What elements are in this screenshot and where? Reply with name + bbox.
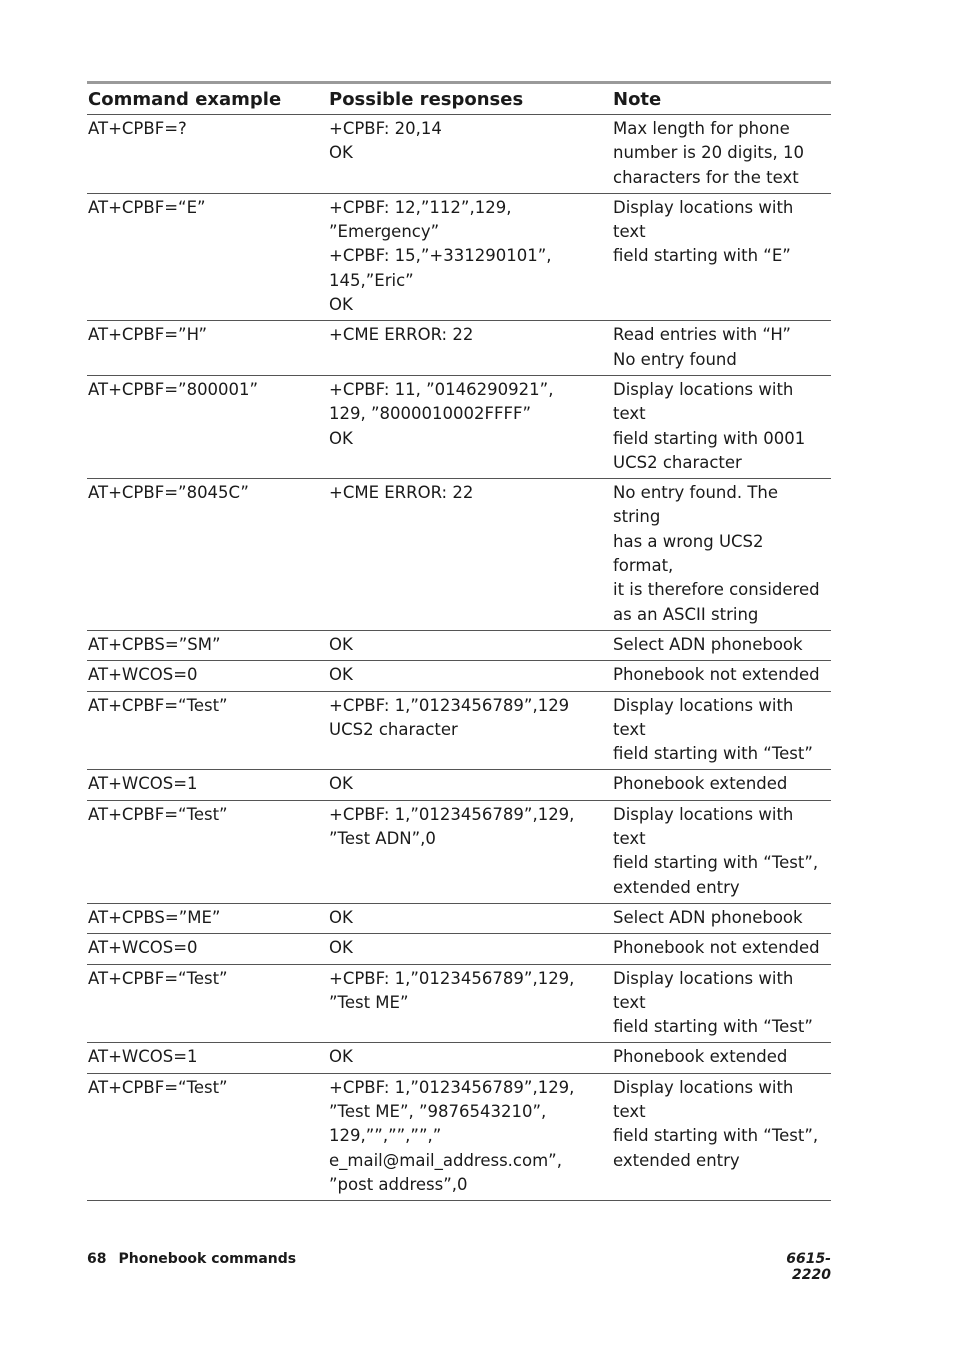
note-cell: Phonebook extended: [612, 1043, 831, 1073]
note-cell: Display locations with text field starting with “Test”, extended entry: [612, 1073, 831, 1200]
table-row: [87, 479, 831, 631]
note-cell: Phonebook extended: [612, 770, 831, 800]
command-cell: AT+CPBF=“Test”: [87, 964, 328, 1043]
header-command-example: Command example: [87, 83, 328, 115]
command-cell: AT+CPBF=”H”: [87, 321, 328, 376]
command-cell: AT+WCOS=0: [87, 661, 328, 691]
table-row: [87, 630, 831, 660]
command-cell: AT+CPBF=”800001”: [87, 375, 328, 478]
note-cell: Display locations with text field starting with 0001 UCS2 character: [612, 375, 831, 478]
response-cell: +CPBF: 20,14 OK: [328, 115, 612, 194]
command-cell: AT+CPBF=“Test”: [87, 1073, 328, 1200]
response-cell: +CPBF: 1,”0123456789”,129 UCS2 character: [328, 691, 612, 770]
note-cell: Max length for phone number is 20 digits, 10 characters for the text: [612, 115, 831, 194]
commands-table: [87, 81, 831, 1201]
command-cell: AT+CPBF=?: [87, 115, 328, 194]
response-cell: OK: [328, 770, 612, 800]
note-cell: Phonebook not extended: [612, 661, 831, 691]
table-row: [87, 1043, 831, 1073]
note-cell: Select ADN phonebook: [612, 903, 831, 933]
note-cell: Display locations with text field starting with “E”: [612, 193, 831, 320]
table-row: [87, 691, 831, 770]
note-cell: No entry found. The string has a wrong UCS2 format, it is therefore considered as an ASCII string: [612, 479, 831, 631]
note-cell: Display locations with text field starting with “Test”, extended entry: [612, 800, 831, 903]
table-row: [87, 375, 831, 478]
table-header-row: [87, 83, 831, 115]
table-row: [87, 321, 831, 376]
command-cell: AT+WCOS=0: [87, 934, 328, 964]
table-row: [87, 903, 831, 933]
response-cell: +CPBF: 1,”0123456789”,129, ”Test ME”: [328, 964, 612, 1043]
note-cell: Select ADN phonebook: [612, 630, 831, 660]
table-row: [87, 193, 831, 320]
header-note: Note: [612, 83, 831, 115]
response-cell: +CPBF: 11, ”0146290921”, 129, ”8000010002FFFF” OK: [328, 375, 612, 478]
response-cell: OK: [328, 661, 612, 691]
response-cell: +CME ERROR: 22: [328, 479, 612, 631]
note-cell: Read entries with “H” No entry found: [612, 321, 831, 376]
response-cell: OK: [328, 903, 612, 933]
command-cell: AT+CPBF=“Test”: [87, 691, 328, 770]
table-row: [87, 1073, 831, 1200]
table-row: [87, 770, 831, 800]
note-cell: Display locations with text field starting with “Test”: [612, 691, 831, 770]
response-cell: OK: [328, 934, 612, 964]
response-cell: +CPBF: 1,”0123456789”,129, ”Test ME”, ”9876543210”, 129,””,””,””,” e_mail@mail_address.com”, ”post address”,0: [328, 1073, 612, 1200]
response-cell: +CME ERROR: 22: [328, 321, 612, 376]
header-possible-responses: Possible responses: [328, 83, 612, 115]
table-row: [87, 964, 831, 1043]
command-cell: AT+CPBF=“Test”: [87, 800, 328, 903]
table-body: [87, 115, 831, 1201]
command-cell: AT+WCOS=1: [87, 770, 328, 800]
command-cell: AT+CPBS=”SM”: [87, 630, 328, 660]
response-cell: OK: [328, 630, 612, 660]
table-row: [87, 661, 831, 691]
command-cell: AT+CPBS=”ME”: [87, 903, 328, 933]
command-cell: AT+CPBF=“E”: [87, 193, 328, 320]
note-cell: Display locations with text field starting with “Test”: [612, 964, 831, 1043]
document-id: 6615-2220: [786, 1251, 831, 1283]
table-row: [87, 800, 831, 903]
response-cell: +CPBF: 1,”0123456789”,129, ”Test ADN”,0: [328, 800, 612, 903]
page-number: 68: [87, 1251, 107, 1267]
table-row: [87, 115, 831, 194]
table-row: [87, 934, 831, 964]
command-cell: AT+WCOS=1: [87, 1043, 328, 1073]
command-cell: AT+CPBF=”8045C”: [87, 479, 328, 631]
section-title: Phonebook commands: [118, 1251, 297, 1267]
note-cell: Phonebook not extended: [612, 934, 831, 964]
page-footer-left: [87, 1251, 296, 1267]
response-cell: OK: [328, 1043, 612, 1073]
response-cell: +CPBF: 12,”112”,129, ”Emergency” +CPBF: 15,”+331290101”, 145,”Eric” OK: [328, 193, 612, 320]
